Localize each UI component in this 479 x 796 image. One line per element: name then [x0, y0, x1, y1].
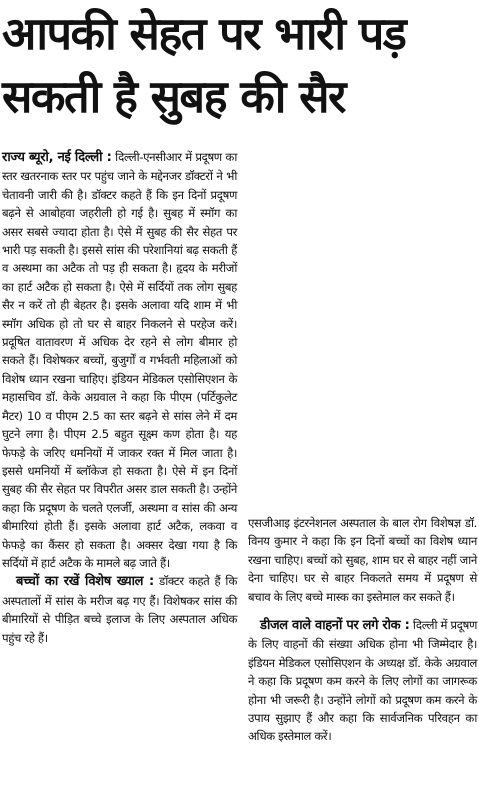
right-paragraph-2 [248, 616, 477, 746]
left-paragraph-2 [2, 572, 237, 647]
right-paragraph-2-text: दिल्ली में प्रदूषण के लिए वाहनों की संख्या अधिक होना भी जिम्मेदार है। इंडियन मेडिकल एसोसिएशन के अध्यक्ष डॉ. केके अग्रवाल ने कहा कि प्रदूषण कम करने के लिए लोगों का जागरूक होना भी जरूरी है। उन्होंने लोगों को प्रदूषण कम करने के उपाय सुझाए हैं और कहा कि सार्वजनिक परिवहन का अधिक इस्तेमाल करें। [248, 618, 477, 744]
right-paragraph-1: एसजीआइ इंटरनेशनल अस्पताल के बाल रोग विशेषज्ञ डॉ. विनय कुमार ने कहा कि इन दिनों बच्चों का विशेष ध्यान रखना चाहिए। बच्चों को सुबह, शाम घर से बाहर नहीं जाने देना चाहिए। घर से बाहर निकलते समय में प्रदूषण से बचाव के लिए बच्चे मास्क का इस्तेमाल कर सकते हैं। [248, 516, 477, 604]
subhead-diesel-vehicles: डीजल वाले वाहनों पर लगे रोक : [260, 618, 410, 634]
left-paragraph-2-text: डॉक्टर कहते हैं कि अस्पतालों में सांस के मरीज बढ़ गए हैं। विशेषकर सांस की बीमारियों से पीड़ित बच्चे इलाज के लिए अस्पताल अधिक पहुंच रहे हैं। [2, 574, 237, 645]
left-paragraph-1 [2, 148, 237, 572]
dateline: राज्य ब्यूरो, नई दिल्ली : [2, 150, 112, 165]
right-column [248, 514, 477, 746]
left-paragraph-1-text: दिल्ली-एनसीआर में प्रदूषण का स्तर खतरनाक स्तर पर पहुंच जाने के मद्देनजर डॉक्टरों ने भी चेतावनी जारी की है। डॉक्टर कहते हैं कि इन दिनों प्रदूषण बढ़ने से आबोहवा जहरीली हो गई है। सुबह में स्मॉग का असर सबसे ज्यादा होता है। ऐसे में सुबह की सैर सेहत पर भारी पड़ सकती है। इससे सांस की परेशानियां बढ़ सकती हैं व अस्थमा का अटैक तो पड़ ही सकता है। हृदय के मरीजों का हार्ट अटैक हो सकता है। ऐसे में सर्दियों तक लोग सुबह सैर न करें तो ही बेहतर है। इसके अलावा यदि शाम में भी स्मॉग अधिक हो तो घर से बाहर निकलने से परहेज करें। प्रदूषित वातावरण में अधिक देर रहने से लोग बीमार हो सकते हैं। विशेषकर बच्चों, बुजुर्गों व गर्भवती महिलाओं को विशेष ध्यान रखना चाहिए। इंडियन मेडिकल एसोसिएशन के महासचिव डॉ. केके अग्रवाल ने कहा कि पीएम (पर्टिकुलेट मैटर) 10 व पीएम 2.5 का स्तर बढ़ने से सांस लेने में दम घुटने लगा है। पीएम 2.5 बहुत सूक्ष्म कण होता है। यह फेफड़े के जरिए धमनियों में जाकर रक्त में मिल जाता है। इससे धमनियों में ब्लॉकेज हो सकता है। ऐसे में इन दिनों सुबह की सैर सेहत पर विपरीत असर डाल सकती है। उन्होंने कहा कि प्रदूषण के चलते एलर्जी, अस्थमा व सांस की अन्य बीमारियां होती हैं। इसके अलावा हार्ट अटैक, लकवा व फेफड़े का कैंसर हो सकता है। अक्सर देखा गया है कि सर्दियों में हार्ट अटैक के मामले बढ़ जाते हैं। [2, 150, 237, 570]
headline [2, 2, 477, 128]
headline-line-2: सकती है सुबह की सैर [2, 70, 345, 123]
left-column [2, 148, 237, 647]
subhead-children-care: बच्चों का रखें विशेष ख्याल : [16, 574, 154, 590]
headline-line-1: आपकी सेहत पर भारी पड़ [2, 7, 406, 60]
